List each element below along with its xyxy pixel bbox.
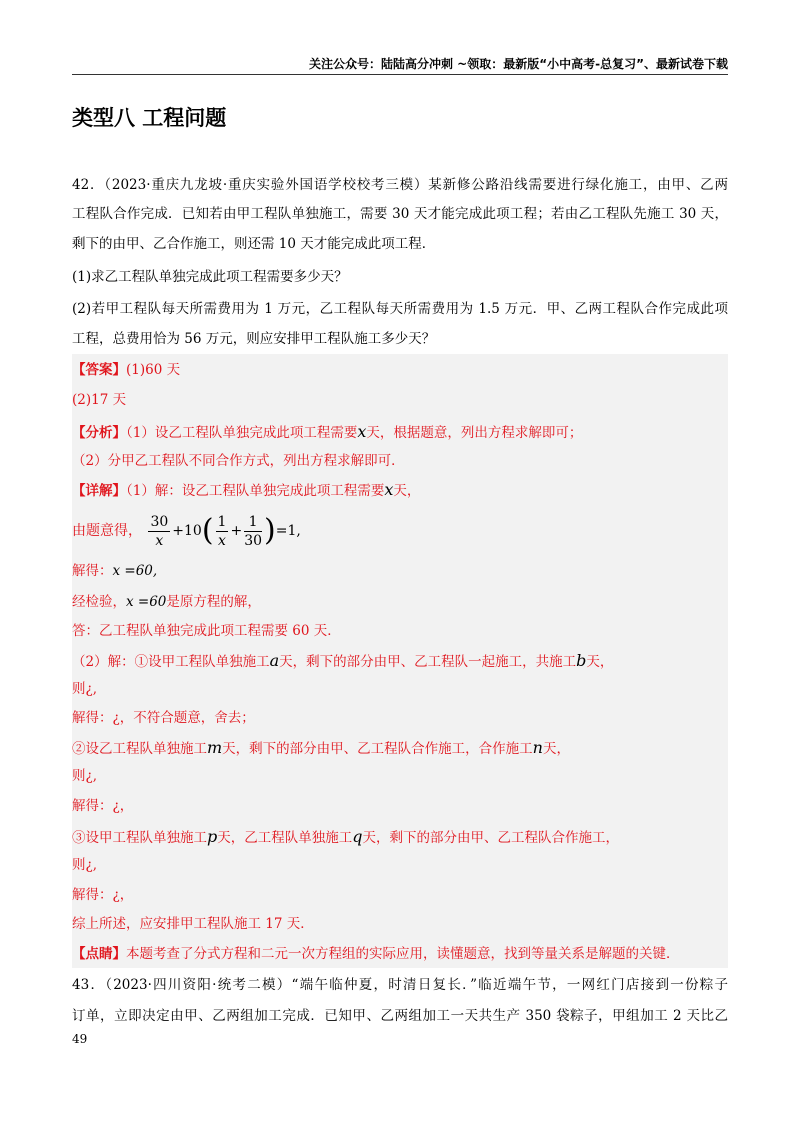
detail-tag: 【详解】: [72, 483, 126, 499]
equation-line: [72, 508, 301, 554]
analysis-tag: 【分析】: [72, 425, 126, 441]
check-label: 经检验，: [72, 594, 126, 610]
then-2: 则¿,: [72, 768, 98, 784]
eq-plus: +: [230, 523, 243, 539]
analysis-text-1a: （1）设乙工程队单独完成此项工程需要: [126, 425, 358, 441]
then-3: 则¿,: [72, 857, 98, 873]
case2-text-b: 天，剩下的部分由甲、乙工程队合作施工，合作施工: [222, 741, 533, 757]
equation-label: 由题意得，: [72, 523, 142, 539]
page-header: 关注公众号：陆陆高分冲刺 ~领取：最新版“小中高考-总复习”、最新试卷下载: [309, 57, 728, 71]
detail-text-1a: （1）解：设乙工程队单独完成此项工程需要: [126, 483, 385, 499]
part2-text-b: 天，剩下的部分由甲、乙工程队一起施工，共施工: [279, 654, 577, 670]
case3-text-a: ③设甲工程队单独施工: [72, 830, 207, 846]
fraction-1-over-x: [216, 513, 229, 550]
comment-tag: 【点睛】: [72, 946, 126, 962]
q42-line-1: 42．（2023·重庆九龙坡·重庆实验外国语学校校考三模）某新修公路沿线需要进行绿化施工，由甲、乙两: [72, 177, 728, 193]
detail-line-1: [72, 475, 728, 504]
case3-line: [72, 822, 728, 851]
answer-1: (1)60 天: [126, 362, 181, 378]
solve-1: 解得：¿，不符合题意，舍去；: [72, 710, 255, 726]
frac-numerator: 1: [217, 513, 227, 530]
final-conclusion: 综上所述，应安排甲工程队施工 17 天．: [72, 916, 314, 932]
comment-line: [72, 940, 728, 969]
q42-part-2b: 工程，总费用恰为 56 万元，则应安排甲工程队施工多少天？: [72, 331, 436, 347]
case2-text-c: 天，: [542, 741, 570, 757]
var-m: m: [207, 738, 223, 757]
eq-rhs: =1,: [275, 523, 301, 539]
var-x-2: x: [384, 480, 394, 499]
frac-numerator: 30: [150, 513, 169, 530]
solve-2: 解得：¿，: [72, 798, 134, 814]
frac-denominator: x: [218, 532, 226, 549]
q42-part-1: (1)求乙工程队单独完成此项工程需要多少天？: [72, 269, 348, 285]
fraction-30-over-x: [148, 513, 170, 550]
var-p: p: [207, 827, 218, 846]
var-n: n: [532, 738, 543, 757]
comment-text: 本题考查了分式方程和二元一次方程组的实际应用，读懂题意，找到等量关系是解题的关键．: [126, 946, 680, 962]
part2-text-c: 天，: [586, 654, 614, 670]
page-number: 49: [72, 1032, 88, 1046]
check-equation: x =60: [126, 594, 167, 610]
eq-plus-10: +10: [172, 523, 202, 539]
detail-text-1b: 天，: [393, 483, 421, 499]
case3-text-c: 天，剩下的部分由甲、乙工程队合作施工，: [362, 830, 619, 846]
right-paren: ): [264, 513, 276, 548]
case3-text-b: 天，乙工程队单独施工: [217, 830, 353, 846]
answer-2: (2)17 天: [72, 392, 127, 408]
var-b: b: [576, 651, 587, 670]
case2-line: [72, 733, 728, 762]
q43-line-1: 43．（2023·四川资阳·统考二模）“端午临仲夏，时清日复长．”临近端午节，一网红门店接到一份粽子: [72, 977, 728, 993]
solve-3: 解得：¿，: [72, 887, 134, 903]
section-title: 类型八 工程问题: [72, 106, 227, 130]
solve-equation: x =60,: [112, 563, 158, 579]
part2-line: [72, 646, 728, 675]
conclusion-1: 答：乙工程队单独完成此项工程需要 60 天．: [72, 623, 341, 639]
check-line: [72, 588, 728, 617]
q42-line-2: 工程队合作完成．已知若由甲工程队单独施工，需要 30 天才能完成此项工程；若由乙工程队先施工 30 天，: [72, 206, 728, 222]
frac-denominator: 30: [244, 532, 263, 549]
part2-text-a: （2）解：①设甲工程队单独施工: [72, 654, 270, 670]
var-x: x: [357, 422, 367, 441]
analysis-line-2: （2）分甲乙工程队不同合作方式，列出方程求解即可．: [72, 453, 405, 469]
q43-line-2: 订单，立即决定由甲、乙两组加工完成．已知甲、乙两组加工一天共生产 350 袋粽子，甲组加工 2 天比乙: [72, 1008, 728, 1024]
analysis-line-1: [72, 417, 728, 446]
q42-part-2a: (2)若甲工程队每天所需费用为 1 万元，乙工程队每天所需费用为 1.5 万元．甲、乙两工程队合作完成此项: [72, 301, 728, 317]
frac-denominator: x: [155, 532, 164, 549]
answer-line-1: [72, 356, 728, 385]
case2-text-a: ②设乙工程队单独施工: [72, 741, 207, 757]
solve-label: 解得：: [72, 563, 113, 579]
fraction-1-over-30: [244, 513, 262, 550]
solve-line: [72, 557, 728, 586]
then-1: 则¿,: [72, 681, 98, 697]
var-a: a: [269, 651, 280, 670]
check-text: 是原方程的解，: [166, 594, 261, 610]
left-paren: (: [201, 513, 214, 548]
header-divider: [72, 74, 728, 75]
q42-line-3: 剩下的由甲、乙合作施工，则还需 10 天才能完成此项工程．: [72, 236, 436, 252]
frac-numerator: 1: [244, 513, 262, 532]
var-q: q: [352, 827, 363, 846]
analysis-text-1b: 天，根据题意，列出方程求解即可；: [366, 425, 583, 441]
answer-tag: 【答案】: [72, 362, 126, 378]
